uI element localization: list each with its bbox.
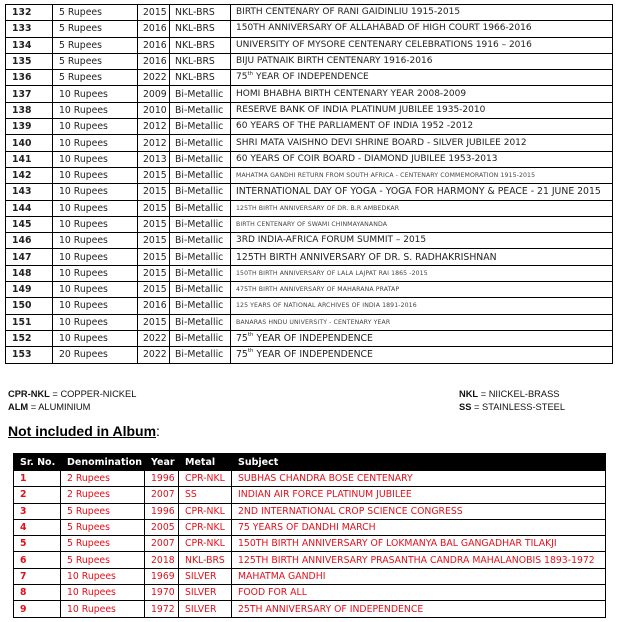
year-cell: 1972 — [145, 601, 179, 617]
legend-cpr-nkl: CPR-NKL = COPPER-NICKEL — [8, 389, 137, 399]
metal-cell: CPR-NKL — [179, 471, 232, 487]
subject-cell: SHRI MATA VAISHNO DEVI SHRINE BOARD - SILVER JUBILEE 2012 — [231, 135, 613, 151]
sr-cell: 133 — [6, 21, 53, 37]
metal-cell: Bi-Metallic — [170, 167, 231, 183]
metal-cell: SS — [179, 487, 232, 503]
year-cell: 2015 — [138, 314, 170, 330]
subject-cell: RESERVE BANK OF INDIA PLATINUM JUBILEE 1935-2010 — [231, 102, 613, 118]
year-cell: 2010 — [138, 102, 170, 118]
subject-cell: 60 YEARS OF COIR BOARD - DIAMOND JUBILEE 1953-2013 — [231, 151, 613, 167]
denomination-cell: 10 Rupees — [53, 298, 138, 314]
subject-cell: BIRTH CENTENARY OF SWAMI CHINMAYANANDA — [231, 216, 613, 232]
subject-cell: BIJU PATNAIK BIRTH CENTENARY 1916-2016 — [231, 53, 613, 69]
commemorative-coins-table — [5, 4, 613, 364]
subject-cell: INDIAN AIR FORCE PLATINUM JUBILEE — [232, 487, 606, 503]
sr-cell: 144 — [6, 200, 53, 216]
year-cell: 2015 — [138, 233, 170, 249]
metal-cell: CPR-NKL — [179, 503, 232, 519]
table-row — [6, 233, 613, 249]
subject-cell — [231, 70, 613, 86]
denomination-cell: 10 Rupees — [53, 119, 138, 135]
table-row — [6, 102, 613, 118]
metal-cell: NKL-BRS — [170, 53, 231, 69]
sr-cell: 135 — [6, 53, 53, 69]
metal-cell: Bi-Metallic — [170, 249, 231, 265]
subject-cell: UNIVERSITY OF MYSORE CENTENARY CELEBRATIONS 1916 – 2016 — [231, 37, 613, 53]
year-cell: 2013 — [138, 151, 170, 167]
denomination-cell: 10 Rupees — [53, 330, 138, 346]
metal-cell: Bi-Metallic — [170, 330, 231, 346]
subject-text: YEAR OF INDEPENDENCE — [253, 333, 373, 345]
table-row — [14, 601, 606, 617]
denomination-cell: 10 Rupees — [53, 265, 138, 281]
denomination-cell: 5 Rupees — [53, 53, 138, 69]
subject-cell: 75 YEARS OF DANDHI MARCH — [232, 519, 606, 535]
year-cell: 2015 — [138, 282, 170, 298]
metal-cell: CPR-NKL — [179, 536, 232, 552]
table-row — [6, 119, 613, 135]
sr-cell: 1 — [14, 471, 61, 487]
sr-cell: 134 — [6, 37, 53, 53]
sr-cell: 143 — [6, 184, 53, 200]
table-row — [6, 200, 613, 216]
denomination-cell: 10 Rupees — [53, 102, 138, 118]
denomination-cell: 5 Rupees — [53, 37, 138, 53]
denomination-cell: 2 Rupees — [61, 487, 145, 503]
ordinal-suffix: th — [247, 348, 254, 355]
subject-cell: 3RD INDIA-AFRICA FORUM SUMMIT – 2015 — [231, 233, 613, 249]
subject-cell: 150TH BIRTH ANNIVERSARY OF LALA LAJPAT RAI 1865 -2015 — [231, 265, 613, 281]
table-row — [6, 184, 613, 200]
metal-cell: CPR-NKL — [179, 519, 232, 535]
sr-cell: 145 — [6, 216, 53, 232]
metal-cell: NKL-BRS — [170, 70, 231, 86]
year-cell: 2022 — [138, 70, 170, 86]
metal-cell: Bi-Metallic — [170, 233, 231, 249]
legend-alm: ALM = ALUMINIUM — [8, 402, 91, 412]
table-row — [6, 70, 613, 86]
denomination-cell: 10 Rupees — [61, 568, 145, 584]
metal-cell: Bi-Metallic — [170, 265, 231, 281]
table-row — [6, 53, 613, 69]
table-row — [14, 568, 606, 584]
table-row — [6, 347, 613, 363]
legend-ss: SS = STAINLESS-STEEL — [459, 402, 566, 412]
table-row — [6, 314, 613, 330]
subject-cell: 125TH BIRTH ANNIVERSARY OF DR. B.R AMBEDKAR — [231, 200, 613, 216]
year-cell: 2016 — [138, 21, 170, 37]
denomination-cell: 10 Rupees — [53, 282, 138, 298]
header-sr-no: Sr. No. — [14, 454, 61, 471]
metal-cell: Bi-Metallic — [170, 314, 231, 330]
sr-cell: 3 — [14, 503, 61, 519]
table-header-row — [14, 454, 606, 471]
year-cell: 2022 — [138, 347, 170, 363]
year-cell: 2015 — [138, 265, 170, 281]
sr-cell: 147 — [6, 249, 53, 265]
sr-cell: 141 — [6, 151, 53, 167]
sr-cell: 6 — [14, 552, 61, 568]
table-row — [6, 86, 613, 102]
sr-cell: 152 — [6, 330, 53, 346]
sr-cell: 150 — [6, 298, 53, 314]
metal-cell: Bi-Metallic — [170, 119, 231, 135]
year-cell: 2016 — [138, 53, 170, 69]
denomination-cell: 5 Rupees — [61, 552, 145, 568]
subject-cell: 60 YEARS OF THE PARLIAMENT OF INDIA 1952 -2012 — [231, 119, 613, 135]
table-row — [14, 487, 606, 503]
denomination-cell: 10 Rupees — [53, 233, 138, 249]
year-cell: 1969 — [145, 568, 179, 584]
metal-cell: Bi-Metallic — [170, 86, 231, 102]
denomination-cell: 5 Rupees — [53, 70, 138, 86]
year-cell: 2015 — [138, 200, 170, 216]
denomination-cell: 5 Rupees — [61, 519, 145, 535]
sr-cell: 153 — [6, 347, 53, 363]
metal-cell: Bi-Metallic — [170, 347, 231, 363]
metal-cell: Bi-Metallic — [170, 151, 231, 167]
subject-cell: 125TH BIRTH ANNIVERSARY OF DR. S. RADHAKRISHNAN — [231, 249, 613, 265]
year-cell: 2015 — [138, 249, 170, 265]
header-subject: Subject — [232, 454, 606, 471]
denomination-cell: 5 Rupees — [53, 5, 138, 21]
denomination-cell: 10 Rupees — [61, 601, 145, 617]
year-cell: 2005 — [145, 519, 179, 535]
denomination-cell: 5 Rupees — [61, 503, 145, 519]
denomination-cell: 10 Rupees — [53, 200, 138, 216]
subject-cell — [231, 347, 613, 363]
table-row — [14, 536, 606, 552]
subject-text: YEAR OF INDEPENDENCE — [253, 72, 369, 83]
year-cell: 2007 — [145, 487, 179, 503]
denomination-cell: 10 Rupees — [53, 167, 138, 183]
sr-cell: 139 — [6, 119, 53, 135]
metal-cell: Bi-Metallic — [170, 184, 231, 200]
denomination-cell: 10 Rupees — [53, 184, 138, 200]
subject-cell: BANARAS HNDU UNIVERSITY - CENTENARY YEAR — [231, 314, 613, 330]
subject-cell: INTERNATIONAL DAY OF YOGA - YOGA FOR HARMONY & PEACE - 21 JUNE 2015 — [231, 184, 613, 200]
subject-cell: 125 YEARS OF NATIONAL ARCHIVES OF INDIA 1891-2016 — [231, 298, 613, 314]
subject-number: 75 — [236, 349, 248, 361]
year-cell: 2015 — [138, 167, 170, 183]
table-row — [6, 282, 613, 298]
year-cell: 2012 — [138, 135, 170, 151]
subject-cell: HOMI BHABHA BIRTH CENTENARY YEAR 2008-2009 — [231, 86, 613, 102]
sr-cell: 151 — [6, 314, 53, 330]
denomination-cell: 10 Rupees — [53, 314, 138, 330]
year-cell: 2007 — [145, 536, 179, 552]
header-denomination: Denomination — [61, 454, 145, 471]
table-row — [6, 135, 613, 151]
metal-cell: SILVER — [179, 585, 232, 601]
year-cell: 2018 — [145, 552, 179, 568]
metal-cell: NKL-BRS — [179, 552, 232, 568]
denomination-cell: 5 Rupees — [53, 21, 138, 37]
table-row — [6, 167, 613, 183]
subject-cell: SUBHAS CHANDRA BOSE CENTENARY — [232, 471, 606, 487]
header-year: Year — [145, 454, 179, 471]
year-cell: 2022 — [138, 330, 170, 346]
denomination-cell: 5 Rupees — [61, 536, 145, 552]
sr-cell: 146 — [6, 233, 53, 249]
sr-cell: 136 — [6, 70, 53, 86]
denomination-cell: 20 Rupees — [53, 347, 138, 363]
sr-cell: 2 — [14, 487, 61, 503]
table-row — [14, 503, 606, 519]
sr-cell: 149 — [6, 282, 53, 298]
sr-cell: 148 — [6, 265, 53, 281]
sr-cell: 137 — [6, 86, 53, 102]
table-row — [6, 298, 613, 314]
denomination-cell: 10 Rupees — [53, 86, 138, 102]
section-title-not-included: Not included in Album: — [8, 423, 160, 439]
table-row — [14, 471, 606, 487]
denomination-cell: 2 Rupees — [61, 471, 145, 487]
subject-cell: 125TH BIRTH ANNIVERSARY PRASANTHA CANDRA MAHALANOBIS 1893-1972 — [232, 552, 606, 568]
sr-cell: 7 — [14, 568, 61, 584]
metal-cell: SILVER — [179, 568, 232, 584]
subject-cell: 150TH ANNIVERSARY OF ALLAHABAD OF HIGH COURT 1966-2016 — [231, 21, 613, 37]
subject-number: 75 — [236, 72, 248, 83]
table-row — [14, 585, 606, 601]
table-row — [6, 249, 613, 265]
not-included-table — [13, 453, 606, 618]
metal-cell: NKL-BRS — [170, 5, 231, 21]
sr-cell: 5 — [14, 536, 61, 552]
metal-cell: Bi-Metallic — [170, 298, 231, 314]
subject-cell: MAHATMA GANDHI RETURN FROM SOUTH AFRICA - CENTENARY COMMEMORATION 1915-2015 — [231, 167, 613, 183]
metal-cell: Bi-Metallic — [170, 282, 231, 298]
legend-nkl: NKL = NIICKEL-BRASS — [459, 389, 560, 399]
denomination-cell: 10 Rupees — [53, 249, 138, 265]
ordinal-suffix: th — [247, 71, 254, 78]
sr-cell: 140 — [6, 135, 53, 151]
metal-cell: Bi-Metallic — [170, 200, 231, 216]
year-cell: 2009 — [138, 86, 170, 102]
ordinal-suffix: th — [247, 332, 254, 339]
metal-cell: SILVER — [179, 601, 232, 617]
sr-cell: 132 — [6, 5, 53, 21]
subject-cell: 150TH BIRTH ANNIVERSARY OF LOKMANYA BAL GANGADHAR TILAKJI — [232, 536, 606, 552]
table-row — [6, 216, 613, 232]
denomination-cell: 10 Rupees — [53, 135, 138, 151]
subject-cell: MAHATMA GANDHI — [232, 568, 606, 584]
year-cell: 2015 — [138, 5, 170, 21]
subject-number: 75 — [236, 333, 248, 345]
subject-cell: BIRTH CENTENARY OF RANI GAIDINLIU 1915-2015 — [231, 5, 613, 21]
sr-cell: 142 — [6, 167, 53, 183]
subject-text: YEAR OF INDEPENDENCE — [253, 349, 373, 361]
sr-cell: 9 — [14, 601, 61, 617]
table-row — [6, 5, 613, 21]
subject-cell: 25TH ANNIVERSARY OF INDEPENDENCE — [232, 601, 606, 617]
sr-cell: 138 — [6, 102, 53, 118]
sr-cell: 4 — [14, 519, 61, 535]
metal-cell: Bi-Metallic — [170, 102, 231, 118]
table-row — [6, 330, 613, 346]
table-row — [6, 265, 613, 281]
year-cell: 2016 — [138, 37, 170, 53]
year-cell: 2015 — [138, 216, 170, 232]
year-cell: 2016 — [138, 298, 170, 314]
subject-cell — [231, 330, 613, 346]
denomination-cell: 10 Rupees — [61, 585, 145, 601]
sr-cell: 8 — [14, 585, 61, 601]
year-cell: 2012 — [138, 119, 170, 135]
year-cell: 1970 — [145, 585, 179, 601]
metal-cell: NKL-BRS — [170, 37, 231, 53]
table-row — [14, 552, 606, 568]
header-metal: Metal — [179, 454, 232, 471]
table-row — [6, 21, 613, 37]
table-row — [14, 519, 606, 535]
subject-cell: 2ND INTERNATIONAL CROP SCIENCE CONGRESS — [232, 503, 606, 519]
metal-cell: NKL-BRS — [170, 21, 231, 37]
metal-cell: Bi-Metallic — [170, 135, 231, 151]
denomination-cell: 10 Rupees — [53, 151, 138, 167]
subject-cell: FOOD FOR ALL — [232, 585, 606, 601]
subject-cell: 475TH BIRTH ANNIVERSARY OF MAHARANA PRATAP — [231, 282, 613, 298]
year-cell: 1996 — [145, 503, 179, 519]
year-cell: 2015 — [138, 184, 170, 200]
denomination-cell: 10 Rupees — [53, 216, 138, 232]
metal-cell: Bi-Metallic — [170, 216, 231, 232]
table-row — [6, 37, 613, 53]
table-row — [6, 151, 613, 167]
year-cell: 1996 — [145, 471, 179, 487]
